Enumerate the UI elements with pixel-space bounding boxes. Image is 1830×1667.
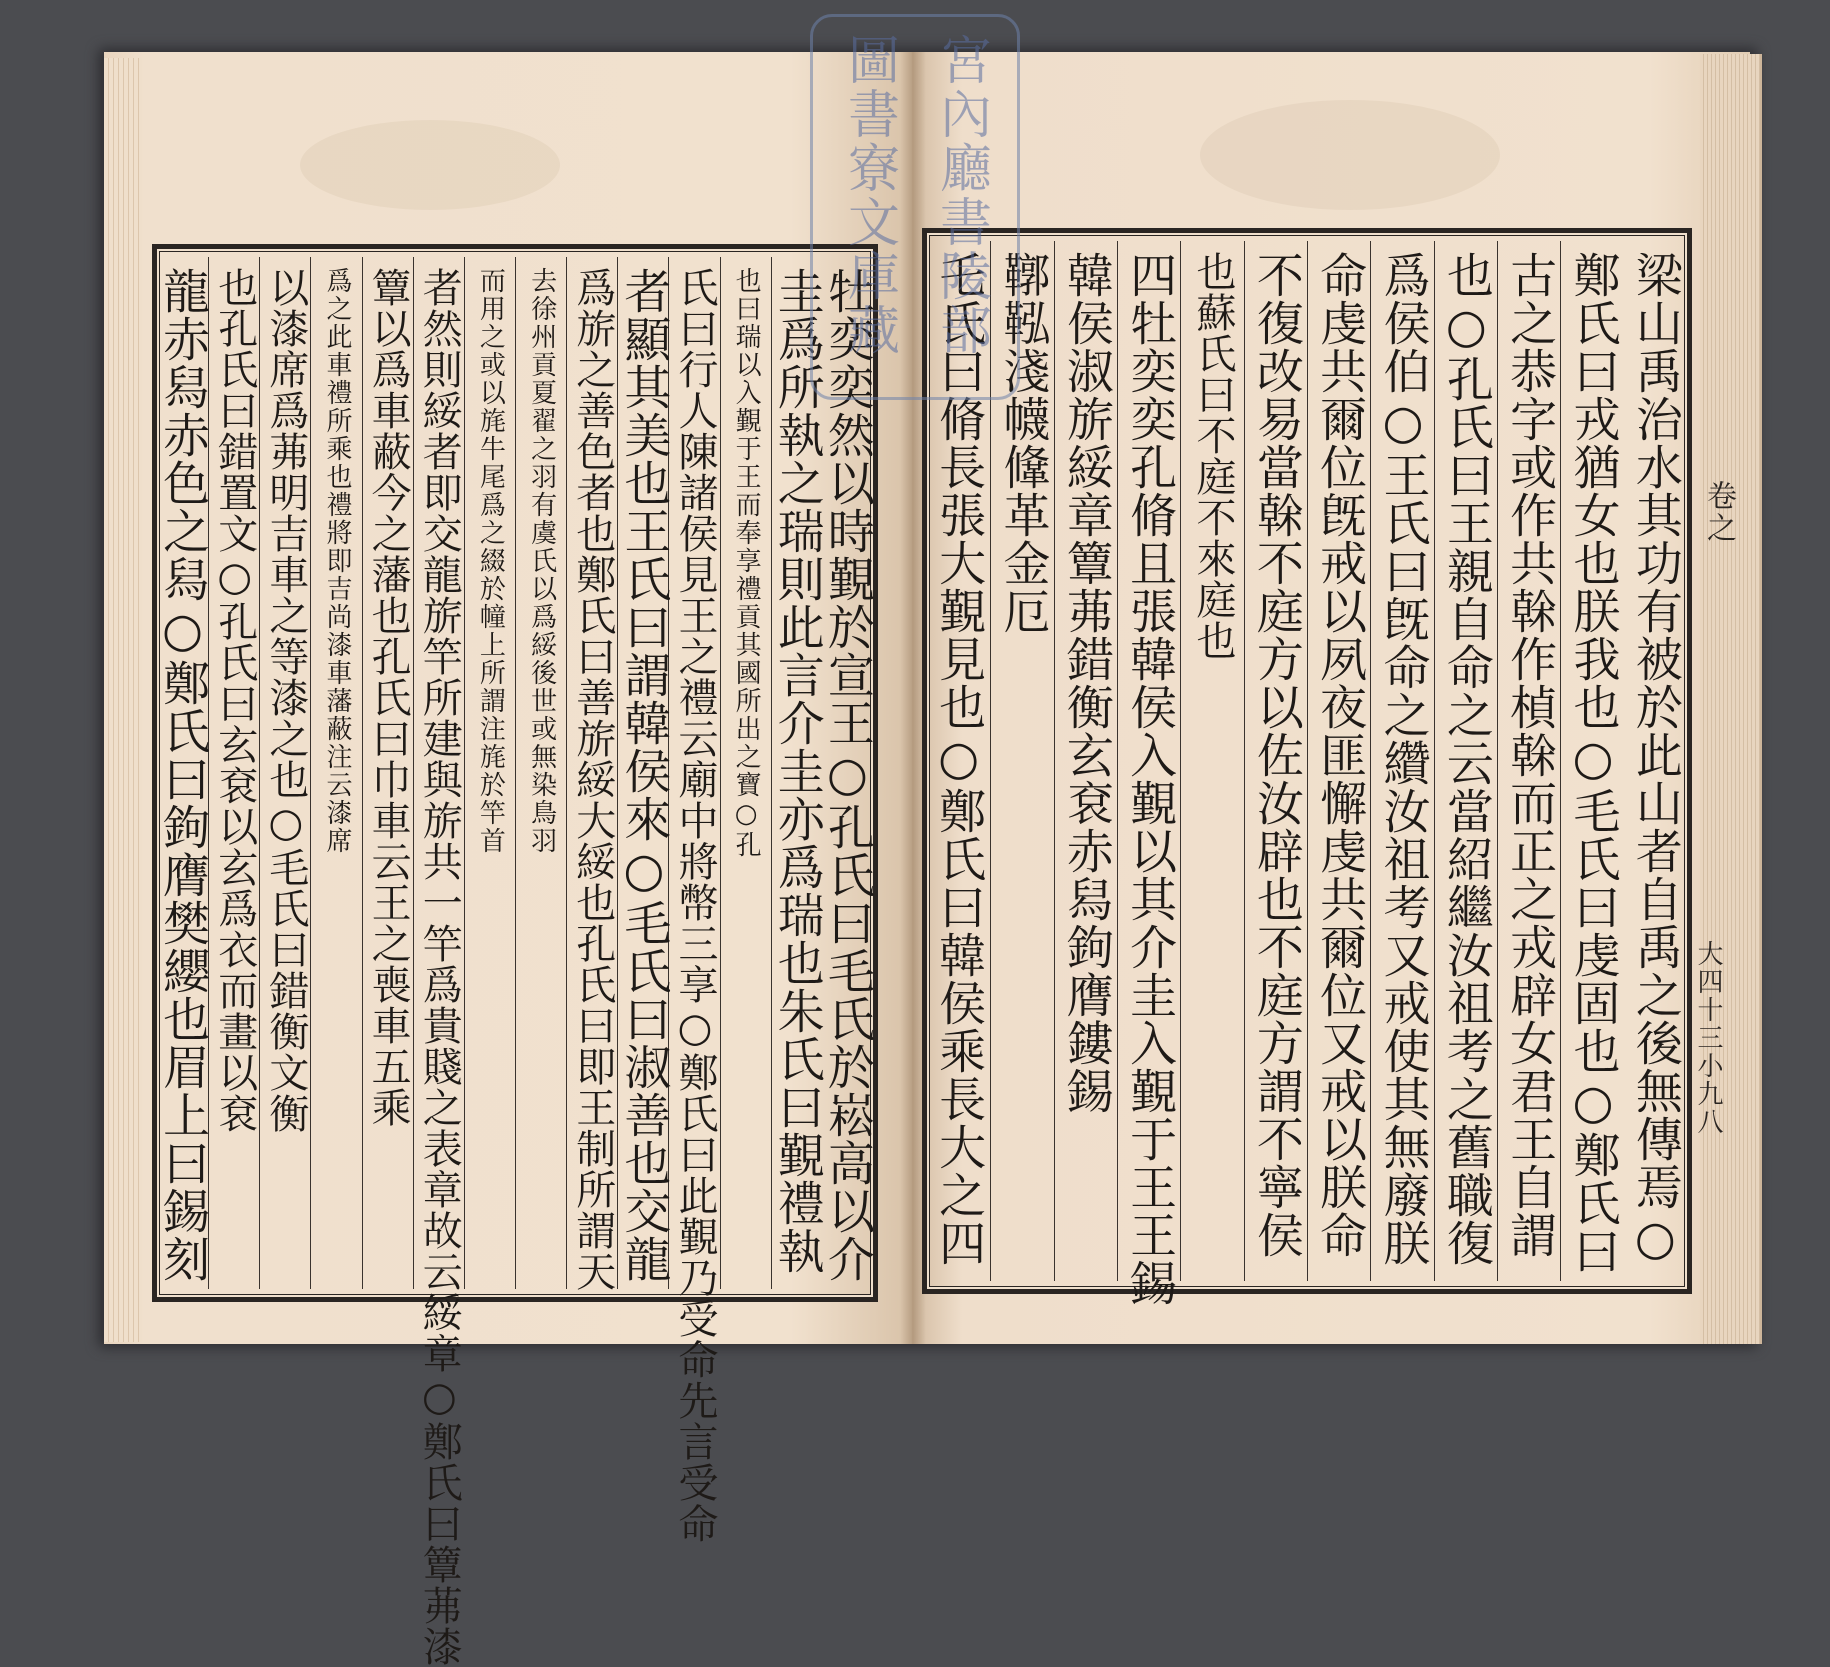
column-text: 鞹鞃淺幭鞗革金厄 xyxy=(995,251,1051,635)
column-text: 不復改易當榦不庭方以佐汝辟也不庭方謂不寧侯 xyxy=(1248,251,1304,1259)
text-column xyxy=(1307,241,1371,1281)
column-text: 也孔氏曰錯置文○孔氏曰玄袞以玄爲衣而畫以袞 xyxy=(211,267,258,1134)
text-column xyxy=(720,257,772,1289)
column-text: 鄭氏曰戎猶女也朕我也○毛氏曰虔固也○鄭氏曰 xyxy=(1565,251,1621,1275)
column-text: 以漆席爲茀明吉車之等漆之也○毛氏曰錯衡文衡 xyxy=(262,267,309,1134)
text-column xyxy=(1497,241,1561,1281)
column-text: 梁山禹治水其功有被於此山者自禹之後無傳焉○ xyxy=(1627,251,1683,1267)
column-text: 爲之此車禮所乘也禮將即吉尚漆車藩蔽注云漆席 xyxy=(321,267,352,855)
text-column xyxy=(259,257,311,1289)
right-page-edges xyxy=(1700,54,1762,1344)
right-page-text-frame xyxy=(922,228,1692,1307)
left-page-text-frame xyxy=(152,244,878,1667)
column-text: 乇氏曰脩長張大覲見也○鄭氏曰韓侯乘長大之四 xyxy=(931,251,987,1267)
text-column xyxy=(362,257,414,1289)
column-text: 爲侯伯○王氏曰旣命之纘汝祖考又戒使其無廢朕 xyxy=(1375,251,1431,1267)
text-column xyxy=(771,257,823,1289)
column-text: 也蘇氏曰不庭不來庭也 xyxy=(1189,251,1236,661)
column-text: 爲旂之善色者也鄭氏曰善旂綏大綏也孔氏曰即王制所謂天 xyxy=(569,267,616,1292)
seal-text-left: 圖書寮文庫藏 xyxy=(838,33,899,357)
column-text: 四牡奕奕孔脩且張韓侯入覲以其介圭入覲于王王錫 xyxy=(1122,251,1178,1307)
text-column xyxy=(413,257,465,1667)
text-column xyxy=(1370,241,1434,1281)
column-text: 命虔共爾位旣戒以夙夜匪懈虔共爾位又戒以朕命 xyxy=(1312,251,1368,1259)
column-text: 圭爲所執之瑞則此言介圭亦爲瑞也朱氏曰覲禮執 xyxy=(769,267,825,1275)
column-text: 氏曰行人陳諸侯見王之禮云廟中將幣三享○鄭氏曰此覲乃受命先言受命 xyxy=(671,267,718,1544)
text-column xyxy=(208,257,260,1289)
column-text: 韓侯淑旂綏章簟茀錯衡玄袞赤舄鉤膺鏤錫 xyxy=(1058,251,1114,1115)
text-column xyxy=(1244,241,1308,1281)
text-column xyxy=(566,257,618,1292)
text-column xyxy=(1434,241,1498,1281)
text-column xyxy=(464,257,516,1289)
paper-stain xyxy=(300,120,560,210)
margin-note-bottom: 大四十三小九八 xyxy=(1693,940,1723,1136)
seal-text-right: 宮內廳書陵部 xyxy=(930,33,991,357)
column-text: 簟以爲車蔽今之藩也孔氏曰巾車云王之喪車五乘 xyxy=(365,267,412,1128)
text-column xyxy=(310,257,362,1289)
text-column xyxy=(668,257,720,1544)
text-column xyxy=(155,257,211,1289)
text-column xyxy=(1054,241,1118,1281)
library-seal-stamp xyxy=(810,14,1020,400)
column-text: 而用之或以旄牛尾爲之綴於幢上所謂注旄於竿首 xyxy=(475,267,506,855)
text-column xyxy=(819,257,875,1289)
text-column xyxy=(1624,241,1687,1281)
text-column xyxy=(1560,241,1624,1281)
text-column xyxy=(1180,241,1244,1281)
text-column xyxy=(1117,241,1181,1307)
column-text: 也曰瑞以入覲于王而奉享禮貢其國所出之寶○孔 xyxy=(731,267,762,859)
paper-stain xyxy=(1200,100,1500,210)
text-column xyxy=(616,257,672,1289)
column-text: 也○孔氏曰王親自命之云當紹繼汝祖考之舊職復 xyxy=(1438,251,1494,1267)
margin-note-top: 卷之 xyxy=(1701,480,1736,544)
column-text: 古之恭字或作共榦作楨榦而正之戎辟女君王自謂 xyxy=(1502,251,1558,1259)
left-page-edges xyxy=(104,58,142,1342)
column-text: 牡奕奕然以時覲於宣王○孔氏曰毛氏於崧高以介 xyxy=(819,267,875,1283)
column-text: 者然則綏者即交龍旂竿所建與旂共一竿爲貴賤之表章故云綏章○鄭氏曰簟茀漆 xyxy=(416,267,463,1667)
text-column xyxy=(515,257,567,1289)
column-text: 者顯其美也王氏曰謂韓侯來○毛氏曰淑善也交龍 xyxy=(616,267,672,1283)
column-text: 去徐州貢夏翟之羽有虞氏以爲綏後世或無染鳥羽 xyxy=(526,267,557,855)
column-text: 龍赤舄赤色之舄○鄭氏曰鉤膺樊纓也眉上曰錫刻 xyxy=(155,267,211,1283)
